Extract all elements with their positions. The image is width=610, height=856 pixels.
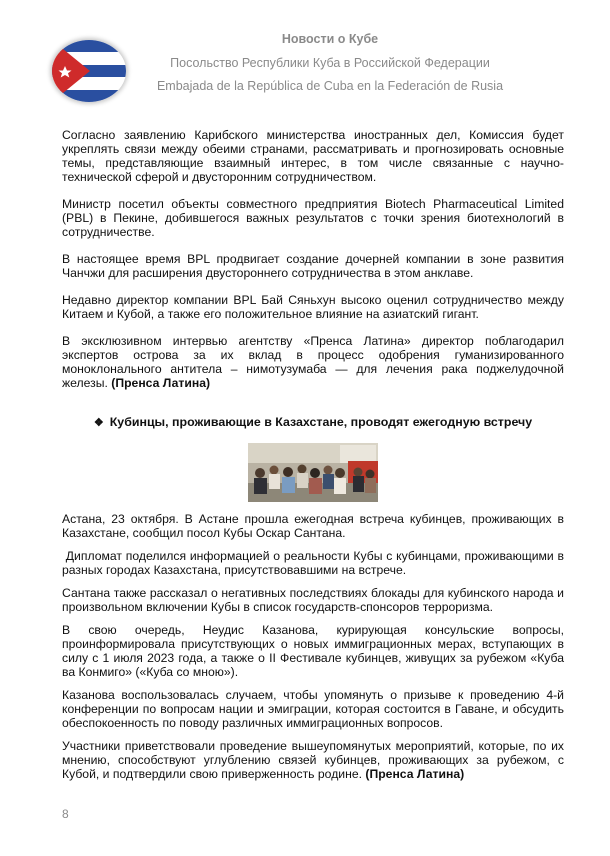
bullet-diamond-icon: ❖ [93, 417, 104, 429]
paragraph [62, 334, 564, 390]
paragraph: Дипломат поделился информацией о реальности Кубы с кубинцами, проживающими в разных городах Казахстана, присутствовавшими на встрече. [62, 549, 568, 577]
source-credit: (Пренса Латина) [365, 767, 465, 781]
paragraph: Казанова воспользовалась случаем, чтобы упомянуть о призыве к проведению 4-й конференции по вопросам нации и эмиграции, которая состоится в Гаване, и обсудить обеспокоенность по поводу различных иммиграционных вопросов. [62, 688, 564, 730]
paragraph-text: Участники приветствовали проведение вышеупомянутых мероприятий, которые, по их мнению, способствуют углублению связей кубинцев, проживающих за рубежом, с Кубой, и подтвердили свою приверженность родине. [62, 739, 564, 781]
cuban-flag-logo [52, 40, 126, 102]
page-header [0, 0, 610, 110]
embassy-name-es: Embajada de la República de Cuba en la Federación de Rusia [156, 79, 504, 93]
paragraph: Министр посетил объекты совместного предприятия Biotech Pharmaceutical Limited (PBL) в Пекине, добившегося важных результатов с точки зрения биотехнологий в сотрудничестве. [62, 197, 564, 239]
paragraph [62, 739, 564, 781]
newsletter-title: Новости о Кубе [281, 32, 379, 46]
paragraph: Астана, 23 октября. В Астане прошла ежегодная встреча кубинцев, проживающих в Казахстане, сообщил посол Кубы Оскар Сантана. [62, 512, 564, 540]
cuban-flag-icon [52, 40, 126, 102]
meeting-photo [248, 443, 378, 502]
paragraph: Недавно директор компании BPL Бай Сяньхун высоко оценил сотрудничество между Китаем и Кубой, а также его положительное влияние на азиатский гигант. [62, 293, 564, 321]
article-2-body [62, 512, 568, 790]
page-number: 8 [62, 807, 69, 821]
article-1-body [62, 128, 564, 403]
article-2-heading [62, 415, 564, 429]
meeting-audience-photo-icon [248, 443, 378, 502]
article-2-title: Кубинцы, проживающие в Казахстане, проводят ежегодную встречу [109, 415, 533, 429]
paragraph: Сантана также рассказал о негативных последствиях блокады для кубинского народа и произвольном включении Кубы в список государств-спонсоров терроризма. [62, 586, 564, 614]
paragraph-text: В эксклюзивном интервью агентству «Пренса Латина» директор поблагодарил экспертов острова за их вклад в процесс одобрения гуманизированного моноклонального антитела – нимотузумаба — для лечения рака поджелудочной железы. [62, 334, 564, 390]
paragraph: В свою очередь, Неудис Казанова, курирующая консульские вопросы, проинформировала присутствующих о новых иммиграционных мерах, вступающих в силу с 1 июля 2023 года, а также о II Фестивале кубинцев, живущих за рубежом «Куба ва Конмиго» («Куба со мною»). [62, 623, 564, 679]
paragraph: Согласно заявлению Карибского министерства иностранных дел, Комиссия будет укреплять связи между обеими странами, рассматривать и прогнозировать основные темы, представляющие взаимный интерес, в том числе связанные с научно-технической сферой и двусторонним сотрудничеством. [62, 128, 564, 184]
source-credit: (Пренса Латина) [111, 376, 211, 390]
embassy-name-ru: Посольство Республики Куба в Российской Федерации [170, 56, 490, 70]
paragraph: В настоящее время BPL продвигает создание дочерней компании в зоне развития Чанчжи для расширения двустороннего сотрудничества в этом анклаве. [62, 252, 564, 280]
